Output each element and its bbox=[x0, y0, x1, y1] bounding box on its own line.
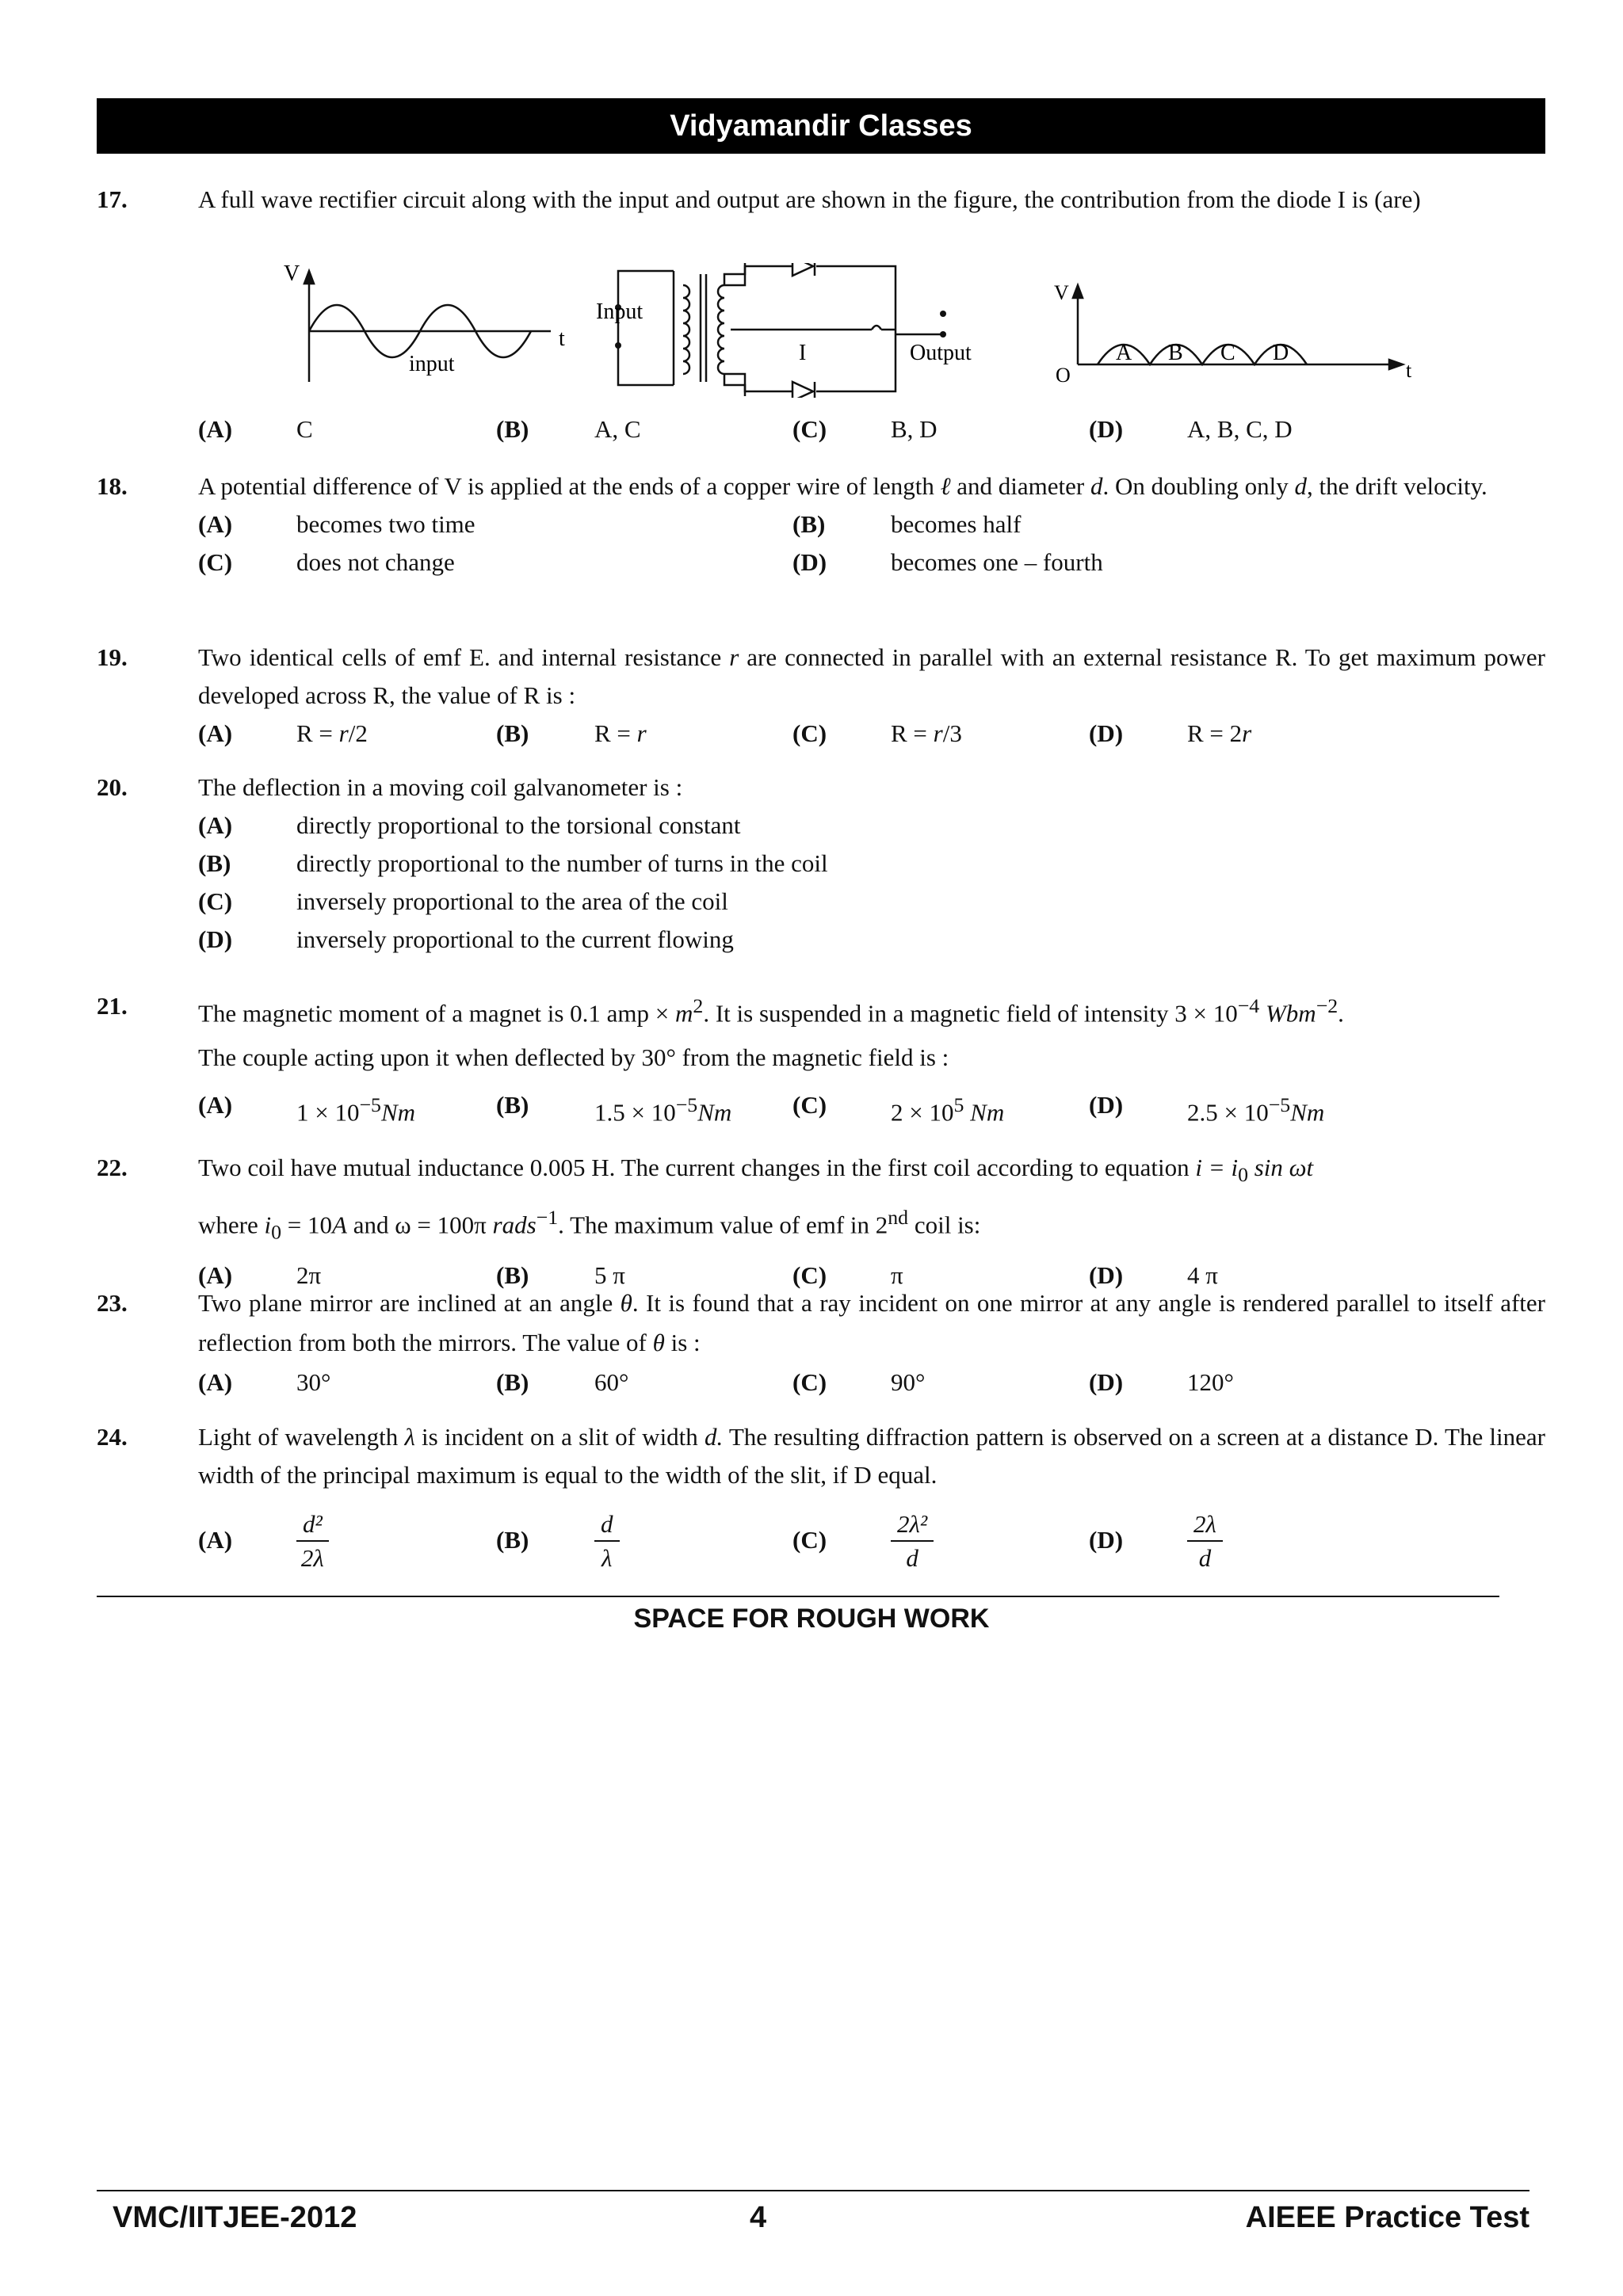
option-c[interactable]: (C) R = r/3 bbox=[792, 719, 962, 747]
option-d[interactable]: (D) A, B, C, D bbox=[1089, 415, 1293, 443]
option-b[interactable]: (B) A, C bbox=[496, 415, 641, 443]
option-b[interactable]: (B) R = r bbox=[496, 719, 647, 747]
question-22 bbox=[97, 1144, 1555, 1290]
option-c[interactable]: (C) $2 \times 10^5$ Nm bbox=[792, 1091, 1005, 1127]
question-text: The magnetic moment of a magnet is 0.1 amp × $m^2$. It is suspended in a magnetic field of intensity $3 \times 10^{-4}$ Wbm$^{-2}$. bbox=[198, 994, 1344, 1028]
option-b[interactable]: (B) $1.5 \times 10^{-5}Nm$ bbox=[496, 1091, 732, 1127]
output-hump-c: C bbox=[1220, 341, 1235, 365]
option-d[interactable]: (D) becomes one – fourth bbox=[792, 548, 1103, 576]
terminal-dot bbox=[940, 331, 946, 338]
option-d[interactable]: (D) $\frac{2\lambda}{d}$ bbox=[1089, 1521, 1123, 1559]
question-number: 21. bbox=[97, 992, 128, 1020]
option-b[interactable]: (B) 5 π bbox=[496, 1261, 625, 1289]
option-c[interactable]: (C) π bbox=[792, 1261, 903, 1289]
question-number: 23. bbox=[97, 1289, 128, 1317]
footer-right: AIEEE Practice Test bbox=[1245, 2201, 1529, 2234]
option-a[interactable]: (A) directly proportional to the torsional constant bbox=[198, 811, 741, 839]
question-text: Light of wavelength λ is incident on a slit of width d. The resulting diffraction pattern is observed on a screen at a distance D. The linear width of the principal maximum is equal to the width of the slit, if D equal. bbox=[198, 1423, 1545, 1489]
question-text-2: The couple acting upon it when deflected by 30° from the magnetic field is : bbox=[198, 1043, 949, 1072]
input-t-label: t bbox=[559, 326, 565, 351]
circuit-output-label: Output bbox=[910, 341, 972, 365]
option-d[interactable]: (D) inversely proportional to the current flowing bbox=[198, 925, 734, 953]
output-hump-b: B bbox=[1168, 341, 1183, 365]
terminal-dot bbox=[615, 342, 621, 349]
page-header bbox=[97, 98, 1545, 154]
question-23 bbox=[97, 1283, 1555, 1401]
question-21 bbox=[97, 984, 1555, 1131]
question-text-2: where $i_0 = 10A$ and ω = 100π rads$^{-1}$. The maximum value of emf in 2nd coil is: bbox=[198, 1206, 981, 1244]
output-hump-a: A bbox=[1116, 341, 1132, 365]
option-c[interactable]: (C) $\frac{\text{2λ²}}{d}$ bbox=[792, 1521, 827, 1559]
footer-divider bbox=[97, 2190, 1529, 2191]
footer-left: VMC/IITJEE-2012 bbox=[113, 2201, 357, 2234]
option-d[interactable]: (D) 120° bbox=[1089, 1368, 1234, 1396]
option-b[interactable]: (B) becomes half bbox=[792, 510, 1022, 538]
circuit-input-label: Input bbox=[596, 299, 643, 324]
question-text: Two identical cells of emf E. and internal resistance r are connected in parallel with an external resistance R. To get maximum power developed across R, the value of R is : bbox=[198, 643, 1545, 709]
question-text: A full wave rectifier circuit along with the input and output are shown in the figure, the contribution from the diode I is (are) bbox=[198, 185, 1421, 213]
option-c[interactable]: (C) B, D bbox=[792, 415, 938, 443]
page-number: 4 bbox=[750, 2201, 767, 2234]
input-wave-label: input bbox=[409, 352, 455, 376]
option-d[interactable]: (D) R = 2r bbox=[1089, 719, 1252, 747]
option-d[interactable]: (D) 4 π bbox=[1089, 1261, 1218, 1289]
option-b[interactable]: (B) $\frac{d}{\lambda}$ bbox=[496, 1521, 529, 1559]
question-number: 18. bbox=[97, 472, 128, 500]
option-a[interactable]: (A) 30° bbox=[198, 1368, 331, 1396]
question-number: 19. bbox=[97, 643, 128, 671]
question-text: Two coil have mutual inductance 0.005 H. The current changes in the first coil according to equation $i = i_0$ sin ωt bbox=[198, 1154, 1314, 1187]
option-a[interactable]: (A) $\frac{\text{d²}}{2\lambda}$ bbox=[198, 1521, 232, 1559]
question-number: 20. bbox=[97, 773, 128, 801]
question-20 bbox=[97, 769, 1555, 959]
output-origin-label: O bbox=[1056, 364, 1071, 387]
question-number: 24. bbox=[97, 1423, 128, 1451]
option-a[interactable]: (A) $1 \times 10^{-5}Nm$ bbox=[198, 1091, 416, 1127]
header-title: Vidyamandir Classes bbox=[670, 109, 972, 143]
rough-work-label: SPACE FOR ROUGH WORK bbox=[633, 1604, 990, 1634]
option-c[interactable]: (C) does not change bbox=[198, 548, 455, 576]
question-text: Two plane mirror are inclined at an angle θ. It is found that a ray incident on one mirror at any angle is rendered parallel to itself after reflection from both the mirrors. The value of θ is : bbox=[198, 1289, 1545, 1356]
question-17 bbox=[97, 181, 1555, 219]
divider-line bbox=[97, 1596, 1499, 1597]
output-hump-d: D bbox=[1273, 341, 1289, 365]
question-18 bbox=[97, 467, 1555, 582]
question-text: A potential difference of V is applied at the ends of a copper wire of length ℓ and diameter d. On doubling only d, the drift velocity. bbox=[198, 472, 1487, 500]
output-v-label: V bbox=[1054, 281, 1069, 304]
option-a[interactable]: (A) 2π bbox=[198, 1261, 322, 1289]
diode-bottom-icon bbox=[792, 382, 815, 398]
terminal-dot bbox=[940, 311, 946, 317]
rectifier-figure bbox=[269, 263, 1617, 398]
diode-top-icon bbox=[792, 263, 815, 276]
circuit-wires bbox=[724, 266, 943, 391]
question-text: The deflection in a moving coil galvanometer is : bbox=[198, 773, 683, 801]
question-24 bbox=[97, 1418, 1555, 1572]
output-t-label: t bbox=[1406, 359, 1412, 382]
question-17-options bbox=[97, 410, 1555, 448]
input-v-label: V bbox=[284, 263, 300, 286]
option-b[interactable]: (B) 60° bbox=[496, 1368, 629, 1396]
option-b[interactable]: (B) directly proportional to the number of turns in the coil bbox=[198, 849, 828, 877]
question-19 bbox=[97, 639, 1555, 753]
circuit-diode-label: I bbox=[799, 341, 807, 365]
option-d[interactable]: (D) $2.5 \times 10^{-5}Nm$ bbox=[1089, 1091, 1325, 1127]
option-a[interactable]: (A) R = r/2 bbox=[198, 719, 368, 747]
option-a[interactable]: (A) C bbox=[198, 415, 313, 443]
option-a[interactable]: (A) becomes two time bbox=[198, 510, 475, 538]
circuit-diagram bbox=[618, 263, 745, 396]
option-c[interactable]: (C) 90° bbox=[792, 1368, 926, 1396]
question-number: 22. bbox=[97, 1154, 128, 1181]
question-number: 17. bbox=[97, 185, 128, 213]
option-c[interactable]: (C) inversely proportional to the area of the coil bbox=[198, 887, 728, 915]
